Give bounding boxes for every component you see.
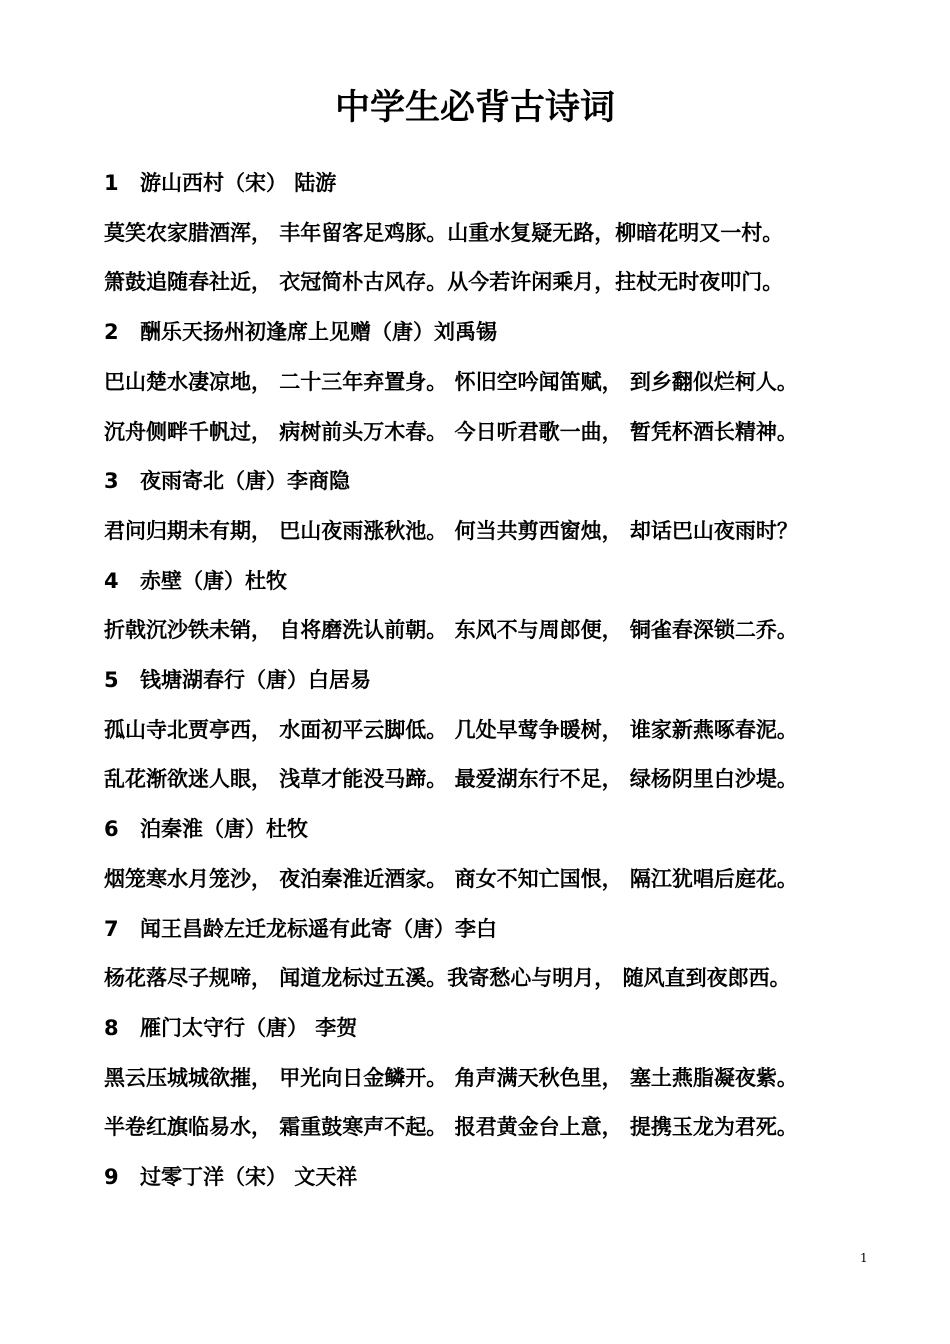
poem-number: 4 [104, 569, 119, 593]
poem-number: 3 [104, 469, 119, 493]
page-title: 中学生必背古诗词 [334, 88, 615, 128]
poem-heading [104, 315, 894, 349]
poem-line: 沉舟侧畔千帆过， 病树前头万木春。 今日听君歌一曲， 暂凭杯酒长精神。 [104, 420, 798, 444]
poem-number: 9 [104, 1165, 119, 1189]
poem-heading [104, 1011, 894, 1045]
poem-line: 君问归期未有期， 巴山夜雨涨秋池。 何当共剪西窗烛， 却话巴山夜雨时？ [104, 519, 798, 543]
poem-line: 折戟沉沙铁未销， 自将磨洗认前朝。 东风不与周郎便， 铜雀春深锁二乔。 [104, 618, 798, 642]
poem-line: 孤山寺北贾亭西， 水面初平云脚低。 几处早莺争暖树， 谁家新燕啄春泥。 [104, 718, 798, 742]
poem-line: 烟笼寒水月笼沙， 夜泊秦淮近酒家。 商女不知亡国恨， 隔江犹唱后庭花。 [104, 867, 798, 891]
poem-heading [104, 464, 894, 498]
poem-title: 闻王昌龄左迁龙标遥有此寄（唐）李白 [140, 917, 497, 941]
poem-number: 7 [104, 917, 119, 941]
poem-line: 半卷红旗临易水， 霜重鼓寒声不起。 报君黄金台上意， 提携玉龙为君死。 [104, 1115, 798, 1139]
poem-line: 乱花渐欲迷人眼， 浅草才能没马蹄。 最爱湖东行不足， 绿杨阴里白沙堤。 [104, 767, 798, 791]
poem-number: 8 [104, 1016, 119, 1040]
poem-title: 赤壁（唐）杜牧 [140, 569, 287, 593]
poem-title: 过零丁洋（宋） 文天祥 [140, 1165, 358, 1189]
poem-line: 巴山楚水凄凉地， 二十三年弃置身。 怀旧空吟闻笛赋， 到乡翻似烂柯人。 [104, 370, 798, 394]
poem-title: 泊秦淮（唐）杜牧 [140, 817, 308, 841]
poem-line: 黑云压城城欲摧， 甲光向日金鳞开。 角声满天秋色里， 塞土燕脂凝夜紫。 [104, 1066, 798, 1090]
poem-line: 杨花落尽子规啼， 闻道龙标过五溪。我寄愁心与明月， 随风直到夜郎西。 [104, 966, 791, 990]
poem-title: 游山西村（宋） 陆游 [140, 171, 337, 195]
poem-heading [104, 663, 894, 697]
poem-heading [104, 812, 894, 846]
poem-number: 5 [104, 668, 119, 692]
poem-heading [104, 912, 894, 946]
poem-title: 钱塘湖春行（唐）白居易 [140, 668, 371, 692]
poem-heading [104, 1160, 894, 1194]
poem-heading [104, 564, 894, 598]
poem-title: 酬乐天扬州初逢席上见赠（唐）刘禹锡 [140, 320, 497, 344]
poem-number: 2 [104, 320, 119, 344]
poem-title: 雁门太守行（唐） 李贺 [140, 1016, 358, 1040]
poem-number: 1 [104, 171, 119, 195]
poem-number: 6 [104, 817, 119, 841]
page-number: 1 [860, 1251, 868, 1265]
poem-line: 莫笑农家腊酒浑， 丰年留客足鸡豚。山重水复疑无路，柳暗花明又一村。 [104, 221, 784, 245]
poem-heading [104, 166, 894, 200]
poem-title: 夜雨寄北（唐）李商隐 [140, 469, 350, 493]
poem-line: 箫鼓追随春社近， 衣冠简朴古风存。从今若许闲乘月，拄杖无时夜叩门。 [104, 270, 784, 294]
